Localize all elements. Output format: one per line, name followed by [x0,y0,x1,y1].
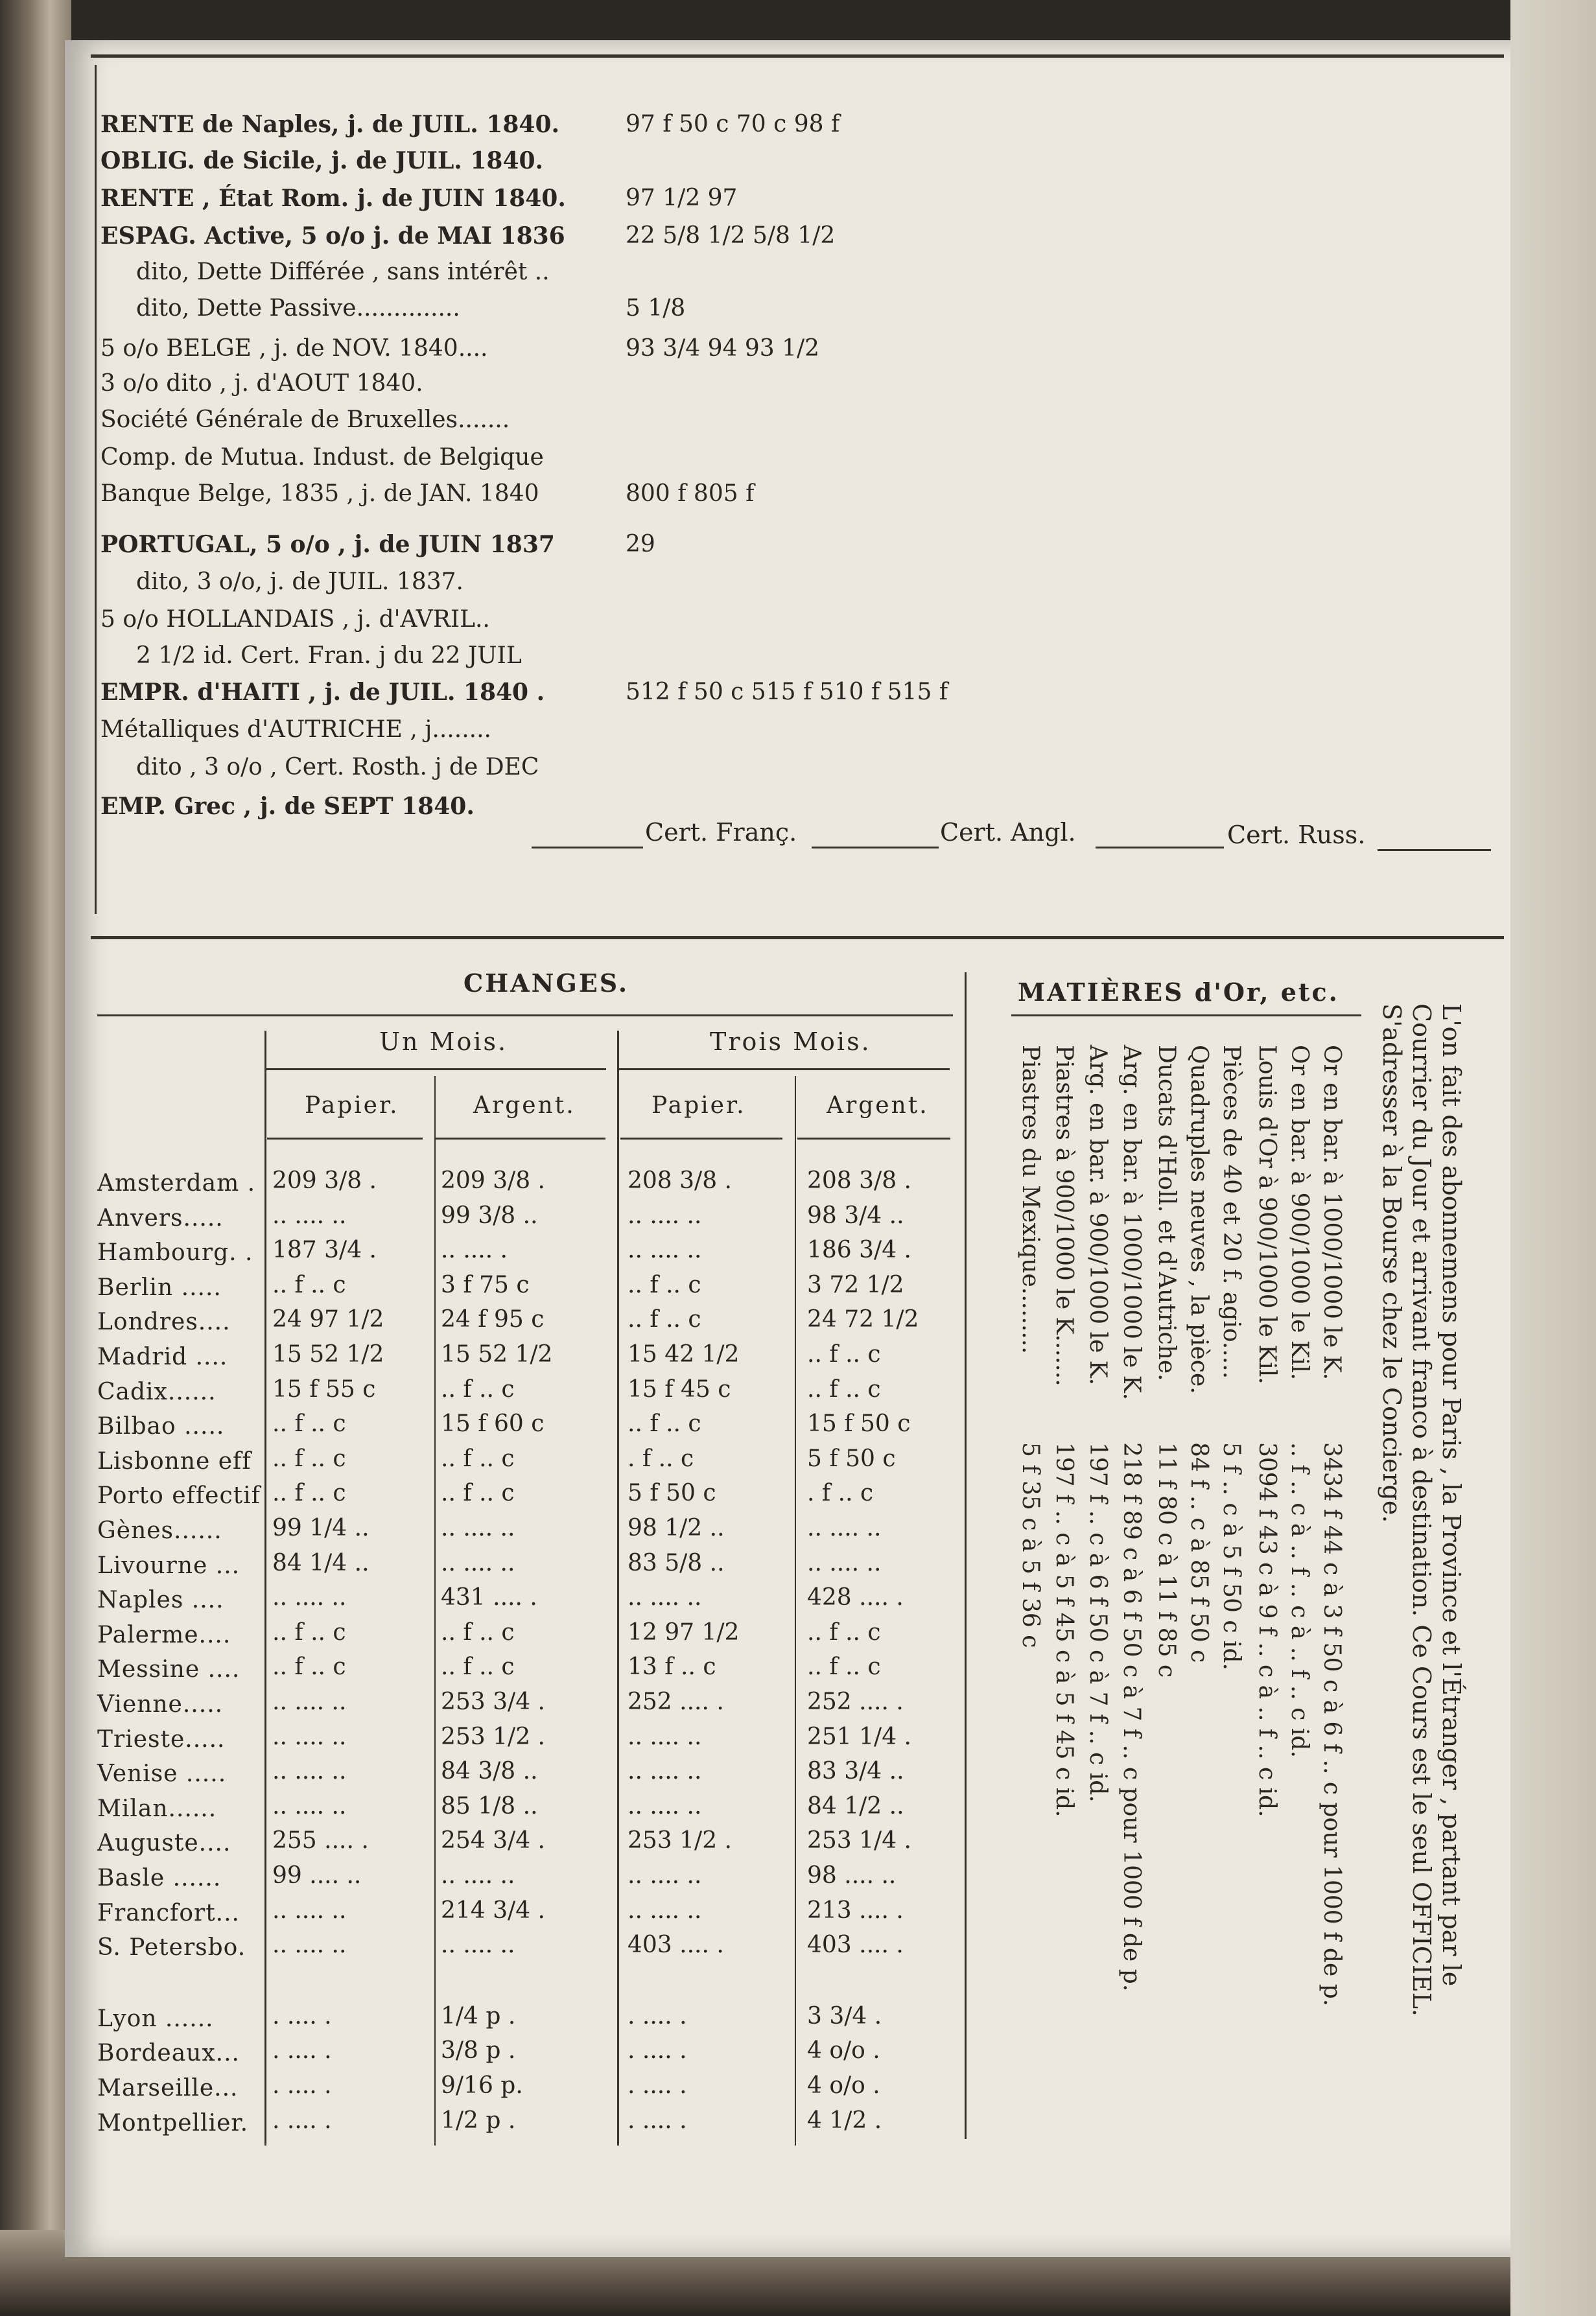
change-cell: .. f .. c [272,1654,346,1681]
rente-value: 512 f 50 c 515 f 510 f 515 f [626,679,948,705]
change-city: Naples .... [97,1587,224,1614]
matiere-item: Piastres à 900/1000 le K....... [1051,1045,1077,1386]
change-cell: .. f .. c [441,1619,515,1646]
change-cell: .. .... .. [807,1515,882,1541]
papier-header-1: Papier. [305,1092,399,1119]
change-cell: . .... . [272,2037,332,2065]
change-cell: .. .... .. [272,1723,347,1750]
change-city: Venise ..... [97,1760,227,1788]
change-city: Milan...... [97,1795,217,1822]
argent-header-2: Argent. [827,1092,929,1119]
change-city: Lyon ...... [97,2005,214,2032]
matiere-price: .. f .. c à .. f .. c à .. f .. c id. [1286,1442,1313,1758]
change-cell: .. f .. c [807,1619,881,1646]
change-city: Palerme.... [97,1621,231,1648]
change-cell: .. f .. c [272,1619,346,1646]
change-cell: . f .. c [807,1480,874,1507]
change-cell: 431 .... . [441,1584,537,1611]
change-cell: 24 f 95 c [441,1306,545,1333]
rente-label: dito, 3 o/o, j. de JUIL. 1837. [136,568,464,595]
matiere-price: 11 f 80 c à 11 f 85 c [1153,1442,1180,1678]
argent-header-1: Argent. [473,1092,576,1119]
change-cell: .. .... .. [628,1237,702,1264]
change-cell: .. f .. c [441,1654,515,1681]
change-city: Basle ...... [97,1865,222,1891]
un-mois-header: Un Mois. [379,1027,508,1056]
change-city: Bordeaux... [97,2040,240,2067]
col-divider-2 [434,1076,436,2146]
rente-value: 5 1/8 [626,295,686,322]
change-city: Bilbao ..... [97,1413,225,1440]
change-city: Marseille... [97,2075,239,2101]
rente-value: 29 [626,531,655,557]
change-cell: 98 1/2 .. [628,1515,725,1541]
change-cell: 15 f 60 c [441,1410,545,1438]
change-cell: .. .... .. [272,1758,347,1785]
change-cell: .. .... .. [272,1584,347,1611]
change-cell: 209 3/8 . [441,1167,545,1194]
change-cell: .. .... . [441,1237,508,1264]
change-cell: 15 52 1/2 [441,1341,553,1368]
change-cell: 84 1/4 .. [272,1549,370,1576]
change-city: Lisbonne eff [97,1447,252,1475]
col-divider-4 [795,1076,796,2146]
trois-mois-header: Trois Mois. [710,1027,871,1056]
change-cell: 83 5/8 .. [628,1549,725,1576]
change-city: S. Petersbo. [97,1934,246,1961]
change-cell: .. .... .. [441,1515,515,1541]
change-cell: . .... . [628,2002,687,2029]
top-rule [91,54,1504,58]
col-underline-1 [267,1138,423,1140]
rente-value: 97 1/2 97 [626,185,738,211]
matieres-header-rule [1011,1014,1361,1016]
change-cell: 9/16 p. [441,2072,523,2099]
change-cell: 15 42 1/2 [628,1341,740,1368]
change-cell: 3 3/4 . [807,2002,882,2029]
change-cell: 13 f .. c [628,1654,716,1681]
matiere-price: 197 f .. c à 6 f 50 c à 7 f .. c id. [1085,1442,1111,1803]
change-cell: 99 .... .. [272,1862,362,1889]
change-cell: 208 3/8 . [628,1167,732,1194]
change-cell: 214 3/4 . [441,1897,545,1924]
col-underline-2 [436,1138,605,1140]
change-cell: .. .... .. [441,1549,515,1576]
change-cell: 187 3/4 . [272,1237,377,1264]
rente-label: EMP. Grec , j. de SEPT 1840. [100,793,475,820]
rente-label: ESPAG. Active, 5 o/o j. de MAI 1836 [100,222,565,250]
change-cell: 99 3/8 .. [441,1202,538,1229]
matiere-item: Quadruples neuves , la pièce. [1186,1045,1212,1394]
change-cell: 403 .... . [628,1932,724,1959]
matiere-item: Arg. en bar. à 900/1000 le K. [1085,1045,1111,1386]
change-cell: .. f .. c [628,1271,701,1298]
change-city: Vienne..... [97,1691,224,1718]
change-cell: 213 .... . [807,1897,904,1924]
trois-mois-rule [619,1068,950,1070]
change-city: Francfort... [97,1899,241,1926]
change-cell: .. .... .. [272,1202,347,1229]
change-cell: .. f .. c [272,1445,346,1472]
change-cell: 186 3/4 . [807,1237,911,1264]
rente-label: PORTUGAL, 5 o/o , j. de JUIN 1837 [100,531,555,558]
rente-label: dito, Dette Passive.............. [136,295,460,322]
matiere-price: 5 f 35 c à 5 f 36 c [1017,1442,1044,1648]
change-cell: .. .... .. [628,1862,702,1889]
change-cell: 98 .... .. [807,1862,897,1889]
rente-label: Métalliques d'AUTRICHE , j........ [100,716,491,743]
rente-label: RENTE de Naples, j. de JUIL. 1840. [100,111,560,138]
change-city: Auguste.... [97,1830,231,1857]
matiere-price: 3094 f 43 c à 9 f .. c à .. f .. c id. [1254,1442,1280,1818]
change-cell: . f .. c [628,1445,694,1472]
rente-label: 3 o/o dito , j. d'AOUT 1840. [100,370,423,397]
matiere-price: 3434 f 44 c à 3 f 50 c à 6 f .. c pour 1000 f de p. [1319,1442,1345,2007]
change-city: Amsterdam . [97,1170,256,1197]
change-city: Hambourg. . [97,1239,253,1267]
matiere-item: Louis d'Or à 900/1000 le Kil. [1254,1045,1280,1385]
change-cell: 84 3/8 .. [441,1758,538,1785]
change-cell: .. .... .. [628,1758,702,1785]
matiere-item: Arg. en bar. à 1000/1000 le K. [1118,1045,1145,1401]
change-cell: 15 f 55 c [272,1375,376,1403]
change-city: Madrid .... [97,1344,228,1370]
papier-header-2: Papier. [651,1092,746,1119]
change-city: Anvers..... [97,1204,224,1232]
change-cell: . .... . [628,2037,687,2065]
change-cell: .. f .. c [807,1375,881,1403]
change-cell: . .... . [272,2107,332,2134]
rente-label: 5 o/o HOLLANDAIS , j. d'AVRIL.. [100,606,490,633]
change-cell: 5 f 50 c [628,1480,716,1507]
un-mois-rule [266,1068,606,1070]
rente-value: 22 5/8 1/2 5/8 1/2 [626,222,836,249]
change-cell: 84 1/2 .. [807,1792,904,1819]
col-divider-1 [264,1031,266,2146]
change-cell: .. .... .. [628,1792,702,1819]
rente-label: Société Générale de Bruxelles....... [100,406,510,433]
cert-russ-label: Cert. Russ. [1227,821,1366,849]
change-cell: 15 52 1/2 [272,1341,384,1368]
change-cell: 255 .... . [272,1827,369,1854]
change-cell: .. .... .. [628,1723,702,1750]
change-cell: 15 f 45 c [628,1375,731,1403]
rente-label: 5 o/o BELGE , j. de NOV. 1840.... [100,335,488,362]
rente-label: RENTE , État Rom. j. de JUIN 1840. [100,185,566,212]
change-city: Londres.... [97,1309,231,1336]
change-cell: .. .... .. [807,1549,882,1576]
rente-label: Comp. de Mutua. Indust. de Belgique [100,444,544,471]
change-cell: 4 o/o . [807,2037,880,2065]
change-cell: 24 72 1/2 [807,1306,919,1333]
change-city: Gènes...... [97,1517,222,1544]
change-cell: 15 f 50 c [807,1410,911,1438]
change-cell: .. .... .. [441,1862,515,1889]
change-cell: 253 1/2 . [628,1827,732,1854]
rente-value: 97 f 50 c 70 c 98 f [626,111,840,137]
change-cell: 12 97 1/2 [628,1619,740,1646]
change-cell: 3 72 1/2 [807,1271,904,1298]
book-edge-left [0,0,71,2316]
rente-label: dito , 3 o/o , Cert. Rosth. j de DEC [136,754,539,780]
matiere-item: Pièces de 40 et 20 f. agio..... [1218,1045,1245,1379]
change-cell: .. .... .. [441,1932,515,1959]
change-cell: 4 1/2 . [807,2107,882,2134]
col-divider-3 [617,1031,619,2146]
matiere-price: 218 f 89 c à 6 f 50 c à 7 f .. c pour 1000 f de p. [1118,1442,1145,1992]
change-cell: 3 f 75 c [441,1271,530,1298]
change-cell: . .... . [272,2072,332,2099]
change-cell: .. f .. c [441,1480,515,1507]
change-cell: 99 1/4 .. [272,1515,370,1541]
change-cell: .. f .. c [272,1410,346,1438]
rente-label: 2 1/2 id. Cert. Fran. j du 22 JUIL [136,642,522,669]
change-cell: . .... . [628,2072,687,2099]
change-cell: .. f .. c [807,1654,881,1681]
facing-page-edge [1510,0,1596,2316]
change-cell: 403 .... . [807,1932,904,1959]
matiere-price: 197 f .. c à 5 f 45 c à 5 f 45 c id. [1051,1442,1077,1818]
change-city: Livourne ... [97,1552,241,1579]
matiere-price: 84 f .. c à 85 f 50 c [1186,1442,1212,1663]
change-cell: .. f .. c [441,1375,515,1403]
matiere-price: 5 f .. c à 5 f 50 c id. [1218,1442,1245,1670]
change-cell: 253 1/4 . [807,1827,911,1854]
rente-label: EMPR. d'HAITI , j. de JUIL. 1840 . [100,679,545,706]
change-cell: .. .... .. [628,1897,702,1924]
rente-value: 800 f 805 f [626,480,755,507]
matiere-item: Piastres du Mexique......... [1017,1045,1044,1354]
matiere-item: Or en bar. à 1000/1000 le K. [1319,1045,1345,1381]
change-cell: . .... . [272,2002,332,2029]
change-city: Berlin ..... [97,1274,222,1301]
change-cell: .. .... .. [628,1202,702,1229]
change-cell: 85 1/8 .. [441,1792,538,1819]
change-cell: . .... . [628,2107,687,2134]
change-cell: 3/8 p . [441,2037,516,2065]
changes-header-rule [97,1014,953,1016]
subscription-notice: L'on fait des abonnemens pour Paris , la Province et l'Étranger , partant par le Courrier du Jour et arrivant franco à destination. Ce Cours est le seul OFFICIEL. S'adresser à la Bourse chez le Concierge. [1378,1003,1466,2017]
change-city: Montpellier. [97,2109,249,2136]
cert-franc-label: Cert. Franç. [645,818,797,847]
change-cell: .. f .. c [272,1271,346,1298]
change-cell: .. f .. c [272,1480,346,1507]
change-cell: 428 .... . [807,1584,904,1611]
change-cell: 24 97 1/2 [272,1306,384,1333]
change-cell: 252 .... . [628,1689,724,1715]
change-cell: 209 3/8 . [272,1167,377,1194]
matiere-item: Or en bar. à 900/1000 le Kil. [1286,1045,1313,1381]
change-cell: 254 3/4 . [441,1827,545,1854]
change-cell: .. .... .. [272,1932,347,1959]
change-cell: 208 3/8 . [807,1167,911,1194]
matiere-item: Ducats d'Holl. et d'Autriche. [1153,1045,1180,1381]
change-city: Porto effectif [97,1482,261,1510]
rente-label: dito, Dette Différée , sans intérêt .. [136,259,550,285]
change-cell: .. f .. c [807,1341,881,1368]
change-cell: .. .... .. [272,1689,347,1715]
change-cell: 253 3/4 . [441,1689,545,1715]
change-cell: 253 1/2 . [441,1723,545,1750]
cert-line-2 [812,847,939,848]
cert-line-4 [1378,849,1491,851]
change-cell: 252 .... . [807,1689,904,1715]
change-cell: .. .... .. [272,1897,347,1924]
col-underline-3 [620,1138,782,1140]
cert-line-3 [1096,847,1224,848]
change-cell: 4 o/o . [807,2072,880,2099]
change-city: Cadix...... [97,1378,217,1405]
cert-line-1 [532,847,643,848]
left-border [95,65,97,914]
change-cell: .. .... .. [272,1792,347,1819]
change-cell: .. f .. c [628,1410,701,1438]
change-cell: 1/4 p . [441,2002,516,2029]
rente-label: Banque Belge, 1835 , j. de JAN. 1840 [100,480,539,507]
section-rule [91,936,1504,939]
change-cell: 83 3/4 .. [807,1758,904,1785]
change-city: Messine .... [97,1656,241,1683]
changes-matieres-divider [965,972,967,2139]
change-cell: 98 3/4 .. [807,1202,904,1229]
change-cell: 1/2 p . [441,2107,516,2134]
rente-value: 93 3/4 94 93 1/2 [626,335,820,362]
change-cell: .. f .. c [441,1445,515,1472]
matieres-title: MATIÈRES d'Or, etc. [1018,977,1339,1007]
cert-angl-label: Cert. Angl. [940,818,1076,847]
rente-label: OBLIG. de Sicile, j. de JUIL. 1840. [100,147,544,174]
changes-title: CHANGES. [464,968,629,998]
col-underline-4 [797,1138,950,1140]
change-cell: 5 f 50 c [807,1445,896,1472]
change-cell: .. .... .. [628,1584,702,1611]
change-city: Trieste..... [97,1725,226,1753]
change-cell: 251 1/4 . [807,1723,911,1750]
change-cell: .. f .. c [628,1306,701,1333]
